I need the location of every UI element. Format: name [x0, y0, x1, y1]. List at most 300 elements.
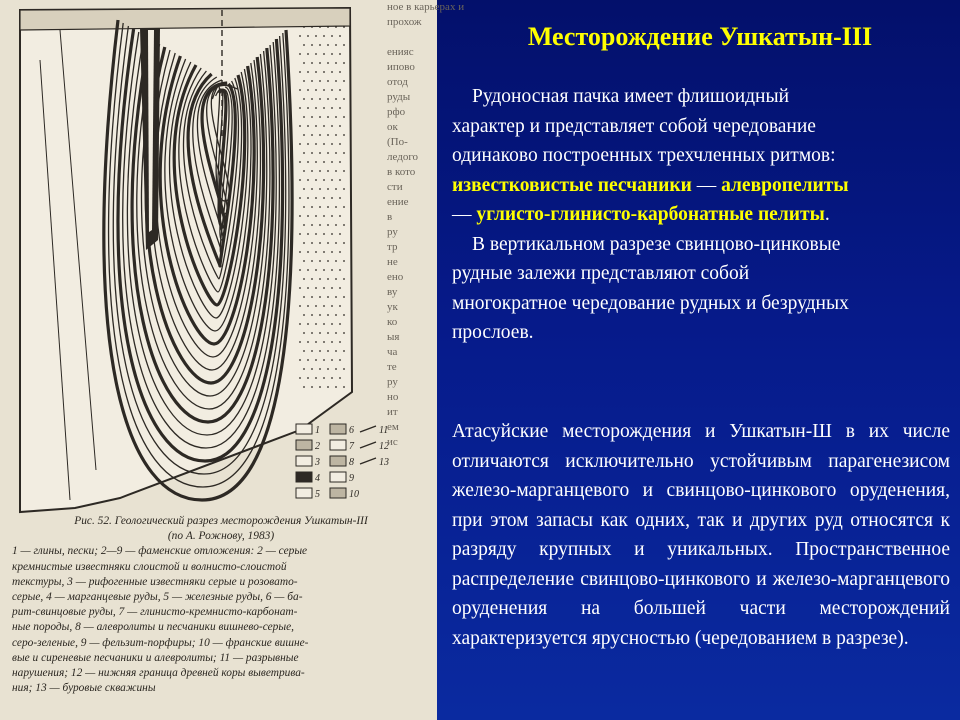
stipple-dot	[319, 62, 321, 64]
stipple-dot	[303, 170, 305, 172]
stipple-dot	[331, 35, 333, 37]
stipple-dot	[343, 152, 345, 154]
stipple-dot	[335, 116, 337, 118]
caption-line: рит-свинцовые руды, 7 — глинисто-кремнисто-карбонат-	[12, 606, 298, 619]
edge-text-line: ча	[387, 346, 398, 358]
edge-text-line: ем	[387, 421, 399, 433]
stipple-dot	[315, 197, 317, 199]
stipple-dot	[343, 368, 345, 370]
stipple-dot	[339, 251, 341, 253]
stipple-dot	[315, 215, 317, 217]
stipple-dot	[315, 107, 317, 109]
stipple-dot	[339, 341, 341, 343]
paragraph-atasu-deposits: Атасуйские месторождения и Ушкатын-Ш в их числе отличаются исключительно устойчивым парагенезисом железо-марганцевого и свинцово-цинкового оруденения, при этом запасы как одних, так и других руд относятся к разряду крупных и уникальных. Пространственное распределение свинцово-цинкового и железо-марганцевого оруденения на большей части месторождений характеризуется ярусностью (чередованием в разрезе).	[452, 421, 950, 649]
stipple-dot	[299, 107, 301, 109]
stipple-dot	[327, 62, 329, 64]
stipple-dot	[335, 98, 337, 100]
stipple-dot	[307, 287, 309, 289]
stipple-dot	[319, 44, 321, 46]
caption-line: серо-зеленые, 9 — фельзит-порфиры; 10 — франские вишне-	[12, 636, 309, 649]
p1-line-7: рудные залежи представляют собой	[452, 263, 750, 284]
stipple-dot	[299, 215, 301, 217]
stipple-dot	[303, 314, 305, 316]
stipple-dot	[307, 359, 309, 361]
stipple-dot	[343, 314, 345, 316]
caption-line: ния; 13 — буровые скважины	[12, 682, 156, 695]
stipple-dot	[331, 89, 333, 91]
stipple-dot	[311, 80, 313, 82]
stipple-dot	[315, 287, 317, 289]
stipple-dot	[319, 224, 321, 226]
stipple-dot	[327, 152, 329, 154]
stipple-dot	[303, 260, 305, 262]
edge-text-line: ыя	[387, 331, 400, 343]
caption-line: вые и сиреневые песчаники и алевролиты; 11 — разрывные	[12, 651, 299, 664]
stipple-dot	[311, 386, 313, 388]
legend-line-symbol	[360, 458, 376, 464]
legend-number: 6	[349, 425, 354, 436]
stipple-dot	[335, 44, 337, 46]
legend-number: 11	[379, 425, 389, 436]
stipple-dot	[323, 215, 325, 217]
caption-line: кремнистые известняки слоистой и волнисто-слоистой	[12, 560, 287, 573]
stipple-dot	[303, 98, 305, 100]
legend-swatch	[296, 440, 312, 450]
stipple-dot	[327, 296, 329, 298]
stipple-dot	[311, 152, 313, 154]
edge-text-line: ис	[387, 436, 398, 448]
stipple-dot	[343, 386, 345, 388]
edge-text-line: ок	[387, 121, 398, 133]
stipple-dot	[335, 278, 337, 280]
stipple-dot	[319, 350, 321, 352]
stipple-dot	[307, 35, 309, 37]
stipple-dot	[339, 89, 341, 91]
edge-text-line: ру	[387, 226, 398, 238]
stipple-dot	[303, 296, 305, 298]
stipple-dot	[319, 314, 321, 316]
stipple-dot	[331, 161, 333, 163]
stipple-dot	[311, 44, 313, 46]
highlight-sandstones: известковистые песчаники	[452, 174, 692, 196]
stipple-dot	[331, 341, 333, 343]
stipple-dot	[323, 233, 325, 235]
stipple-dot	[339, 179, 341, 181]
stipple-dot	[307, 143, 309, 145]
legend-number: 2	[315, 441, 320, 452]
legend-swatch	[330, 456, 346, 466]
stipple-dot	[303, 368, 305, 370]
stipple-dot	[327, 134, 329, 136]
edge-text-line: енияс	[387, 46, 414, 58]
stipple-dot	[343, 62, 345, 64]
stipple-dot	[303, 116, 305, 118]
stipple-dot	[339, 377, 341, 379]
stipple-dot	[331, 125, 333, 127]
stipple-dot	[303, 350, 305, 352]
stipple-dot	[339, 35, 341, 37]
stipple-dot	[343, 332, 345, 334]
stipple-dot	[331, 233, 333, 235]
p1-line-2: характер и представляет собой чередование	[452, 115, 816, 137]
stipple-dot	[343, 278, 345, 280]
legend-number: 7	[349, 441, 354, 452]
stipple-dot	[343, 80, 345, 82]
stipple-dot	[307, 161, 309, 163]
stipple-dot	[331, 287, 333, 289]
stipple-dot	[343, 134, 345, 136]
book-page-scan	[0, 0, 465, 720]
stipple-dot	[335, 368, 337, 370]
stipple-dot	[339, 71, 341, 73]
stipple-dot	[323, 53, 325, 55]
stipple-dot	[343, 350, 345, 352]
stipple-dot	[311, 332, 313, 334]
stipple-dot	[323, 323, 325, 325]
stipple-dot	[343, 188, 345, 190]
stipple-dot	[335, 188, 337, 190]
geological-section-figure	[0, 0, 465, 515]
stipple-dot	[303, 332, 305, 334]
stipple-dot	[339, 161, 341, 163]
edge-text-line: ение	[387, 196, 409, 208]
stipple-dot	[319, 242, 321, 244]
stipple-dot	[323, 107, 325, 109]
stipple-dot	[343, 206, 345, 208]
stipple-dot	[315, 71, 317, 73]
p1-line-1: Рудоносная пачка имеет флишоидный	[472, 86, 790, 107]
stipple-dot	[335, 224, 337, 226]
stipple-dot	[319, 170, 321, 172]
stipple-dot	[315, 53, 317, 55]
stipple-dot	[327, 206, 329, 208]
edge-text-line: ру	[387, 376, 398, 388]
stipple-dot	[307, 125, 309, 127]
stipple-dot	[343, 296, 345, 298]
edge-text-line: ипово	[387, 61, 415, 73]
caption-line: 1 — глины, пески; 2—9 — фаменские отложения: 2 — серые	[12, 545, 308, 558]
p1-line-6: В вертикальном разрезе свинцово-цинковые	[472, 233, 841, 255]
stipple-dot	[323, 89, 325, 91]
caption-line: нарушения; 12 — нижняя граница древней коры выветрива-	[12, 667, 305, 680]
stipple-dot	[339, 287, 341, 289]
stipple-dot	[315, 35, 317, 37]
stipple-dot	[331, 305, 333, 307]
stipple-dot	[339, 215, 341, 217]
edge-text-line: в кото	[387, 166, 416, 178]
stipple-dot	[307, 269, 309, 271]
stipple-dot	[311, 242, 313, 244]
stipple-dot	[339, 359, 341, 361]
legend-number: 5	[315, 489, 320, 500]
surface-layer	[20, 8, 350, 30]
stipple-dot	[299, 359, 301, 361]
stipple-dot	[327, 332, 329, 334]
stipple-dot	[303, 206, 305, 208]
stipple-dot	[335, 314, 337, 316]
stipple-dot	[335, 242, 337, 244]
edge-text-line: сти	[387, 181, 403, 193]
stipple-dot	[311, 188, 313, 190]
stipple-dot	[311, 224, 313, 226]
stipple-dot	[299, 179, 301, 181]
stipple-dot	[319, 260, 321, 262]
stipple-dot	[311, 62, 313, 64]
stipple-dot	[327, 188, 329, 190]
edge-text-line: в	[387, 211, 393, 223]
stipple-dot	[307, 323, 309, 325]
p1-line-8: многократное чередование рудных и безрудных	[452, 292, 849, 314]
caption-source: (по А. Рожнову, 1983)	[167, 530, 275, 543]
stipple-dot	[323, 341, 325, 343]
stipple-dot	[331, 377, 333, 379]
stipple-dot	[339, 305, 341, 307]
stipple-dot	[323, 377, 325, 379]
stipple-dot	[303, 80, 305, 82]
stipple-dot	[307, 305, 309, 307]
legend-number: 8	[349, 457, 354, 468]
stipple-dot	[335, 62, 337, 64]
stipple-dot	[339, 125, 341, 127]
stipple-dot	[299, 197, 301, 199]
edge-text-line: руды	[387, 91, 411, 103]
stipple-dot	[327, 350, 329, 352]
stipple-dot	[327, 44, 329, 46]
stipple-dot	[331, 359, 333, 361]
legend-number: 1	[315, 425, 320, 436]
stipple-dot	[331, 179, 333, 181]
stipple-dot	[311, 314, 313, 316]
stipple-dot	[339, 323, 341, 325]
stipple-dot	[331, 143, 333, 145]
stipple-dot	[327, 116, 329, 118]
stipple-dot	[311, 368, 313, 370]
p1-line-9: прослоев.	[452, 322, 534, 343]
stipple-dot	[327, 368, 329, 370]
stipple-dot	[303, 224, 305, 226]
paragraph-ore-bundle	[452, 82, 944, 348]
highlight-pelites: углисто-глинисто-карбонатные пелиты	[476, 204, 825, 225]
stipple-dot	[323, 143, 325, 145]
stipple-dot	[335, 134, 337, 136]
stipple-dot	[303, 62, 305, 64]
caption-line: серые, 4 — марганцевые руды, 5 — железные руды, 6 — ба-	[12, 591, 303, 604]
stipple-dot	[299, 53, 301, 55]
stipple-dot	[303, 44, 305, 46]
dash-2: —	[452, 204, 477, 225]
stipple-dot	[319, 278, 321, 280]
stipple-dot	[335, 152, 337, 154]
stipple-dot	[307, 215, 309, 217]
stipple-dot	[307, 197, 309, 199]
stipple-dot	[315, 323, 317, 325]
stipple-dot	[315, 305, 317, 307]
legend-swatch	[296, 424, 312, 434]
stipple-dot	[299, 341, 301, 343]
stipple-dot	[327, 260, 329, 262]
stipple-dot	[303, 242, 305, 244]
stipple-dot	[335, 386, 337, 388]
edge-text-line: но	[387, 391, 399, 403]
stipple-dot	[335, 332, 337, 334]
stipple-dot	[331, 215, 333, 217]
stipple-dot	[319, 206, 321, 208]
stipple-dot	[307, 89, 309, 91]
stipple-dot	[319, 98, 321, 100]
legend-number: 9	[349, 473, 354, 484]
stipple-dot	[319, 368, 321, 370]
stipple-dot	[307, 179, 309, 181]
dash-1: —	[691, 174, 722, 196]
stipple-dot	[335, 350, 337, 352]
legend-swatch	[296, 472, 312, 482]
stipple-dot	[323, 179, 325, 181]
stipple-dot	[315, 341, 317, 343]
stipple-dot	[311, 350, 313, 352]
edge-text-line	[387, 30, 437, 45]
stipple-dot	[343, 44, 345, 46]
stipple-dot	[335, 296, 337, 298]
stipple-dot	[327, 314, 329, 316]
stipple-dot	[331, 251, 333, 253]
edge-text-line: рфо	[387, 106, 406, 118]
edge-text-line: прохож	[387, 16, 422, 28]
stipple-dot	[319, 188, 321, 190]
legend-swatch	[330, 440, 346, 450]
stipple-dot	[339, 143, 341, 145]
caption-title: Рис. 52. Геологический разрез месторождения Ушкатын-III	[74, 515, 368, 527]
stipple-dot	[311, 98, 313, 100]
stipple-dot	[319, 152, 321, 154]
stipple-dot	[307, 71, 309, 73]
dot: .	[824, 204, 830, 225]
stipple-dot	[299, 125, 301, 127]
stipple-dot	[315, 269, 317, 271]
figure-caption	[12, 514, 430, 696]
stipple-dot	[339, 197, 341, 199]
stipple-dot	[315, 125, 317, 127]
stipple-dot	[303, 188, 305, 190]
stipple-dot	[299, 305, 301, 307]
stipple-dot	[315, 161, 317, 163]
legend-number: 10	[349, 489, 359, 500]
stipple-dot	[323, 35, 325, 37]
stipple-dot	[311, 278, 313, 280]
p1-line-3: одинаково построенных трехчленных ритмов:	[452, 145, 836, 166]
stipple-dot	[323, 161, 325, 163]
stipple-dot	[299, 269, 301, 271]
stipple-dot	[307, 53, 309, 55]
stipple-dot	[335, 170, 337, 172]
stipple-dot	[315, 377, 317, 379]
edge-text-line: ко	[387, 316, 398, 328]
slide-title: Месторождение Ушкатын-III	[527, 22, 873, 51]
stipple-dot	[323, 251, 325, 253]
edge-text-line: отод	[387, 76, 408, 88]
stipple-dot	[303, 386, 305, 388]
stipple-dot	[323, 287, 325, 289]
stipple-dot	[299, 143, 301, 145]
edge-text-line: ву	[387, 286, 398, 298]
caption-line: текстуры, 3 — рифогенные известняки серые и розовато-	[12, 575, 298, 588]
stipple-dot	[307, 251, 309, 253]
stipple-dot	[299, 35, 301, 37]
stipple-dot	[303, 152, 305, 154]
stipple-dot	[299, 323, 301, 325]
stipple-dot	[303, 134, 305, 136]
stipple-dot	[339, 53, 341, 55]
edge-text-line: те	[387, 361, 397, 373]
stipple-dot	[307, 341, 309, 343]
stipple-dot	[315, 143, 317, 145]
stipple-dot	[339, 233, 341, 235]
stipple-dot	[335, 206, 337, 208]
stipple-dot	[331, 53, 333, 55]
stipple-dot	[343, 116, 345, 118]
stipple-dot	[319, 80, 321, 82]
stipple-dot	[315, 359, 317, 361]
legend-number: 12	[379, 441, 389, 452]
legend-number: 4	[315, 473, 320, 484]
stipple-dot	[315, 233, 317, 235]
stipple-dot	[331, 269, 333, 271]
stipple-dot	[327, 98, 329, 100]
stipple-dot	[307, 107, 309, 109]
stipple-dot	[299, 233, 301, 235]
stipple-dot	[303, 278, 305, 280]
stipple-dot	[319, 116, 321, 118]
caption-line: ные породы, 8 — алевролиты и песчаники вишнево-серые,	[12, 621, 294, 634]
caption-legend-text	[12, 544, 430, 696]
legend-swatch	[296, 456, 312, 466]
edge-text-line: ит	[387, 406, 398, 418]
legend-swatch	[330, 488, 346, 498]
stipple-dot	[323, 305, 325, 307]
stipple-dot	[311, 260, 313, 262]
legend-line-symbol	[360, 442, 376, 448]
page-edge-text	[387, 0, 465, 520]
legend-swatch	[330, 472, 346, 482]
stipple-dot	[311, 170, 313, 172]
stipple-dot	[315, 179, 317, 181]
edge-text-line: ено	[387, 271, 404, 283]
stipple-dot	[307, 233, 309, 235]
stipple-dot	[299, 71, 301, 73]
stipple-dot	[311, 206, 313, 208]
stipple-dot	[331, 323, 333, 325]
stipple-dot	[343, 260, 345, 262]
stipple-dot	[339, 269, 341, 271]
stipple-dot	[315, 251, 317, 253]
legend-swatch	[330, 424, 346, 434]
stipple-dot	[343, 224, 345, 226]
legend-number: 3	[315, 457, 320, 468]
stipple-dot	[319, 386, 321, 388]
stipple-dot	[327, 80, 329, 82]
stipple-dot	[319, 134, 321, 136]
stipple-dot	[343, 242, 345, 244]
stipple-dot	[307, 377, 309, 379]
stipple-dot	[327, 242, 329, 244]
edge-text-line: (По-	[387, 136, 408, 148]
stipple-dot	[323, 71, 325, 73]
edge-text-line: ледого	[387, 151, 419, 163]
edge-text-line: ук	[387, 301, 398, 313]
stipple-dot	[299, 287, 301, 289]
edge-text-line: не	[387, 256, 398, 268]
stipple-dot	[343, 98, 345, 100]
stipple-dot	[315, 89, 317, 91]
